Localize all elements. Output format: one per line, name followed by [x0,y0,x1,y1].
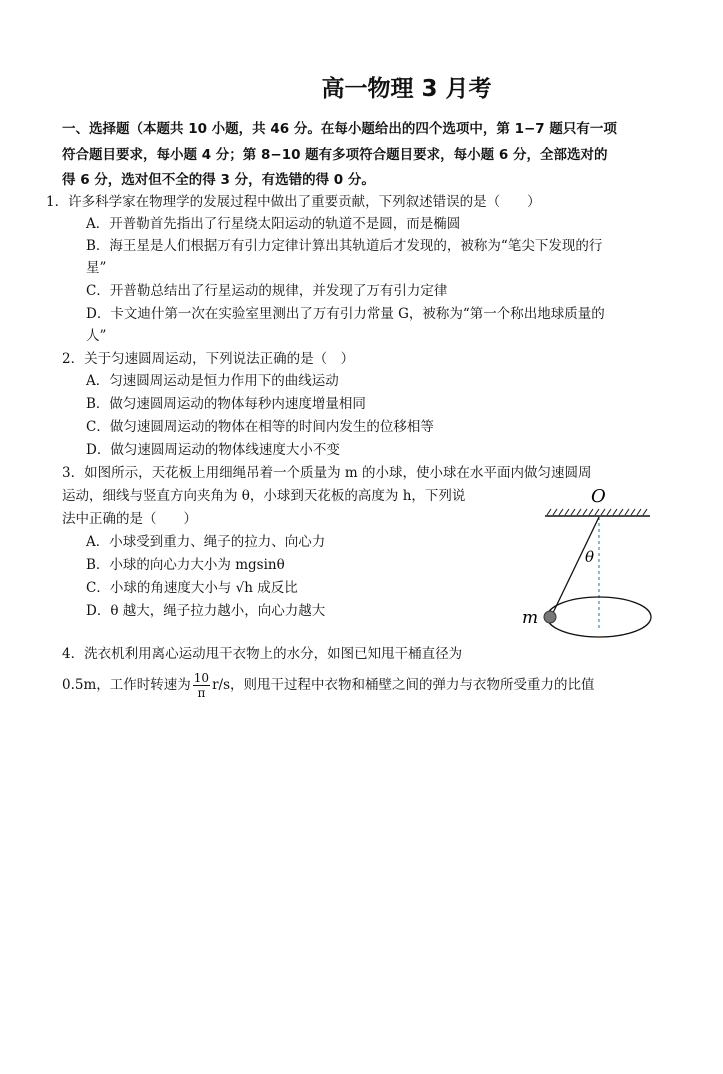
fraction-numerator: 10 [193,671,210,685]
section-instructions-line2: 符合题目要求，每小题 4 分；第 8−10 题有多项符合题目要求，每小题 6 分，全部选对的 [62,147,608,163]
q1-option-b-cont: 星” [86,260,107,276]
q1-option-c: C．开普勒总结出了行星运动的规律，并发现了万有引力定律 [86,283,448,299]
q3-option-b: B．小球的向心力大小为 mgsinθ [86,557,285,573]
q2-option-c: C．做匀速圆周运动的物体在相等的时间内发生的位移相等 [86,419,434,435]
section-instructions-line3: 得 6 分，选对但不全的得 3 分，有选错的得 0 分。 [62,172,375,188]
q4-stem-line2 [62,670,595,700]
q3-stem-line3: 法中正确的是（ ） [62,511,197,527]
q4-stem-line1: 4．洗衣机利用离心运动甩干衣物上的水分，如图已知甩干桶直径为 [62,646,463,662]
section-instructions-line1: 一、选择题（本题共 10 小题，共 46 分。在每小题给出的四个选项中，第 1−7 题只有一项 [62,121,617,137]
q1-option-d-cont: 人” [86,328,107,344]
q3-option-c: C．小球的角速度大小与 √h 成反比 [86,580,298,596]
q3-option-a: A．小球受到重力、绳子的拉力、向心力 [86,534,326,550]
q3-stem-line1: 3．如图所示，天花板上用细绳吊着一个质量为 m 的小球，使小球在水平面内做匀速圆周 [62,465,592,481]
page-title: 高一物理 3 月考 [321,76,492,102]
string-line [551,517,599,617]
q2-option-d: D．做匀速圆周运动的物体线速度大小不变 [86,442,340,458]
pivot-label-o: O [591,486,606,507]
q2-stem: 2．关于匀速圆周运动，下列说法正确的是（ ） [62,351,355,367]
q1-option-a: A．开普勒首先指出了行星绕太阳运动的轨道不是圆，而是椭圆 [86,216,461,232]
rotation-speed-fraction [193,671,210,700]
q4-text-after-fraction: r/s，则甩干过程中衣物和桶壁之间的弹力与衣物所受重力的比值 [212,677,595,693]
q2-option-a: A．匀速圆周运动是恒力作用下的曲线运动 [86,373,339,389]
q3-option-d: D．θ 越大，绳子拉力越小，向心力越大 [86,603,326,619]
q1-option-b: B．海王星是人们根据万有引力定律计算出其轨道后才发现的，被称为“笔尖下发现的行 [86,238,603,254]
q1-option-d: D．卡文迪什第一次在实验室里测出了万有引力常量 G，被称为“第一个称出地球质量的 [86,306,605,322]
q4-text-before-fraction: 0.5m，工作时转速为 [62,677,191,693]
ball [544,611,556,623]
mass-label-m: m [522,608,539,628]
q3-stem-line2: 运动，细线与竖直方向夹角为 θ，小球到天花板的高度为 h，下列说 [62,488,466,504]
q2-option-b: B．做匀速圆周运动的物体每秒内速度增量相同 [86,396,366,412]
ceiling-hatching [547,509,647,515]
conical-pendulum-diagram [515,480,665,645]
q1-stem: 1．许多科学家在物理学的发展过程中做出了重要贡献，下列叙述错误的是（ ） [46,194,541,210]
fraction-denominator: π [197,686,206,700]
angle-label-theta: θ [585,548,595,566]
